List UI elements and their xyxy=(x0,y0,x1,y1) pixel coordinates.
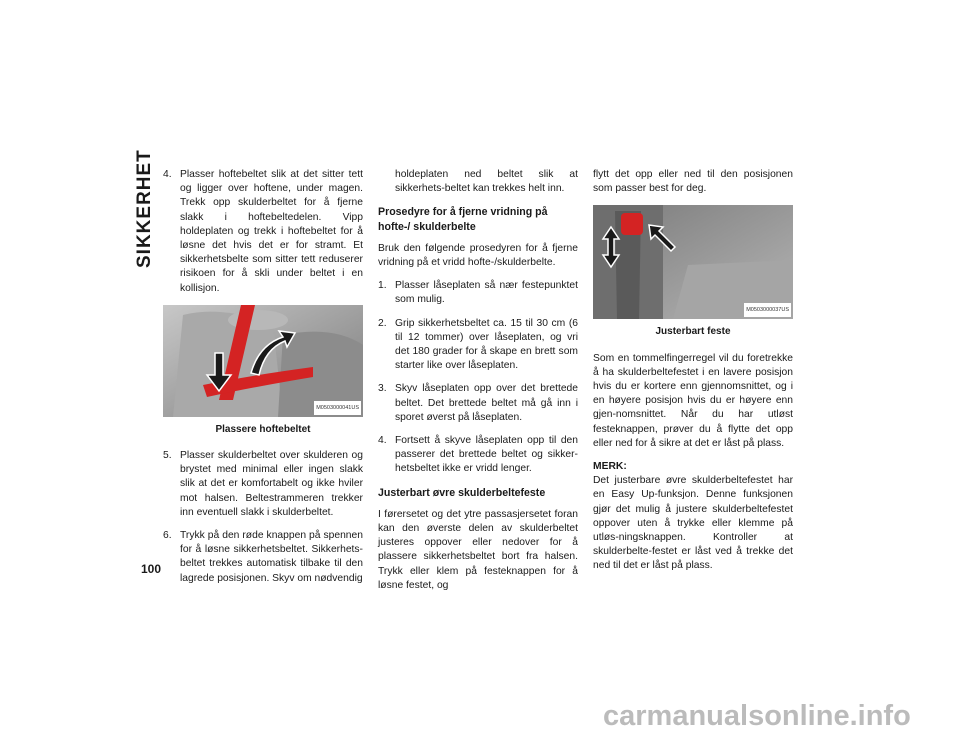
rule-of-thumb-paragraph: Som en tommelfingerregel vil du foretrekke å ha skulderbeltefestet i en lavere posisjon hvis du er kortere enn gjennomsnittet, og i en høyere posisjon hvis du er høyere enn gjen-nomsnittet. Når du har utløst festeknappen, prøver du å flytte det opp eller ned for å sikre at det er låst på plass. xyxy=(593,352,793,449)
step-number: 6. xyxy=(163,530,172,542)
twist-step xyxy=(378,382,578,425)
step-text: Skyv låseplaten opp over det brettede beltet. Det brettede beltet må gå inn i sporet øverst på låseplaten. xyxy=(395,383,578,423)
twist-step xyxy=(378,434,578,477)
step-number: 1. xyxy=(378,280,387,292)
step-6-continued: holdeplaten ned beltet slik at sikkerhets-beltet kan trekkes helt inn. xyxy=(395,169,578,195)
step-number: 4. xyxy=(163,169,172,180)
step-text: Fortsett å skyve låseplaten opp til den passerer det brettede beltet og sikker-hetsbeltet ikke er vridd lenger. xyxy=(395,435,578,475)
figure-lap-belt xyxy=(163,305,363,417)
step-number: 5. xyxy=(163,450,172,462)
twist-step xyxy=(378,317,578,374)
step-text: Plasser hoftebeltet slik at det sitter tett og ligger over hoftene, under magen. Trekk opp skulderbeltet for å fjerne slakk i hoftebeltedelen. Vipp holdeplaten og trekk i hoftebeltet for å løsne det hvis det er for stramt. Et sikkerhetsbelte som sitter tett reduserer risikoen for å skli under beltet i en kollisjon. xyxy=(180,169,363,294)
twist-step xyxy=(378,279,578,307)
column-2 xyxy=(378,168,578,602)
figure-adjustable-anchor xyxy=(593,205,793,319)
section-tab xyxy=(134,149,158,268)
page-number: 100 xyxy=(141,562,162,576)
step-text: Plasser låseplaten så nær festepunktet som mulig. xyxy=(395,280,578,306)
figure-code: M0503000041US xyxy=(314,401,361,415)
step-4 xyxy=(163,168,363,296)
intro-paragraph: Bruk den følgende prosedyren for å fjerne vridning på et vridd hofte-/skulderbelte. xyxy=(378,242,578,269)
step-text: Trykk på den røde knappen på spennen for å løsne sikkerhetsbeltet. Sikkerhets-beltet trekkes automatisk tilbake til den lagrede posisjonen. Skyv om nødvendig xyxy=(180,530,363,584)
anchor-button xyxy=(621,213,643,235)
column-3 xyxy=(593,168,793,583)
step-5 xyxy=(163,449,363,520)
figure-caption: Plassere hoftebeltet xyxy=(215,423,311,435)
column-1 xyxy=(163,168,363,595)
anchor-paragraph-continued: flytt det opp eller ned til den posisjonen som passer best for deg. xyxy=(593,169,793,195)
note-text: Det justerbare øvre skulderbeltefestet har en Easy Up-funksjon. Denne funksjonen gjør det mulig å justere skulderbeltefestet oppover uten å trykke eller klemme på utløs-ningsknappen. Kontroller at skulderbelte-festet er låst ved å trekke det ned til det er låst på plass. xyxy=(593,475,793,572)
watermark: carmanualsonline.info xyxy=(603,700,911,732)
figure-caption: Justerbart feste xyxy=(655,326,731,338)
heading-adjustable-anchor: Justerbart øvre skulderbeltefeste xyxy=(378,486,546,499)
step-6 xyxy=(163,529,363,586)
step-text: Plasser skulderbeltet over skulderen og brystet med minimal eller ingen slakk slik at det er komfortabelt og ikke hviler mot halsen. Beltestrammeren trekker inn eventuell slakk i skulderbeltet. xyxy=(180,450,363,518)
step-number: 3. xyxy=(378,383,387,395)
heading-twist-procedure: Prosedyre for å fjerne vridning på hofte-/ skulderbelte xyxy=(378,206,548,233)
note-label: MERK: xyxy=(593,461,627,473)
step-text: Grip sikkerhetsbeltet ca. 15 til 30 cm (6 til 12 tommer) over låseplaten, og vri det 180 grader for å skape en brett som starter like over låseplaten. xyxy=(395,317,578,372)
step-number: 2. xyxy=(378,317,387,329)
anchor-paragraph: I førersetet og det ytre passasjersetet foran kan den øverste delen av skulderbeltet justeres oppover eller nedover for å plassere sikkerhetsbeltet bort fra halsen. Trykk eller klem på festeknappen for å løsne festet, og xyxy=(378,508,578,591)
section-title: SIKKERHET xyxy=(134,149,155,268)
figure-code: M0503000037US xyxy=(744,303,791,317)
step-number: 4. xyxy=(378,435,387,447)
